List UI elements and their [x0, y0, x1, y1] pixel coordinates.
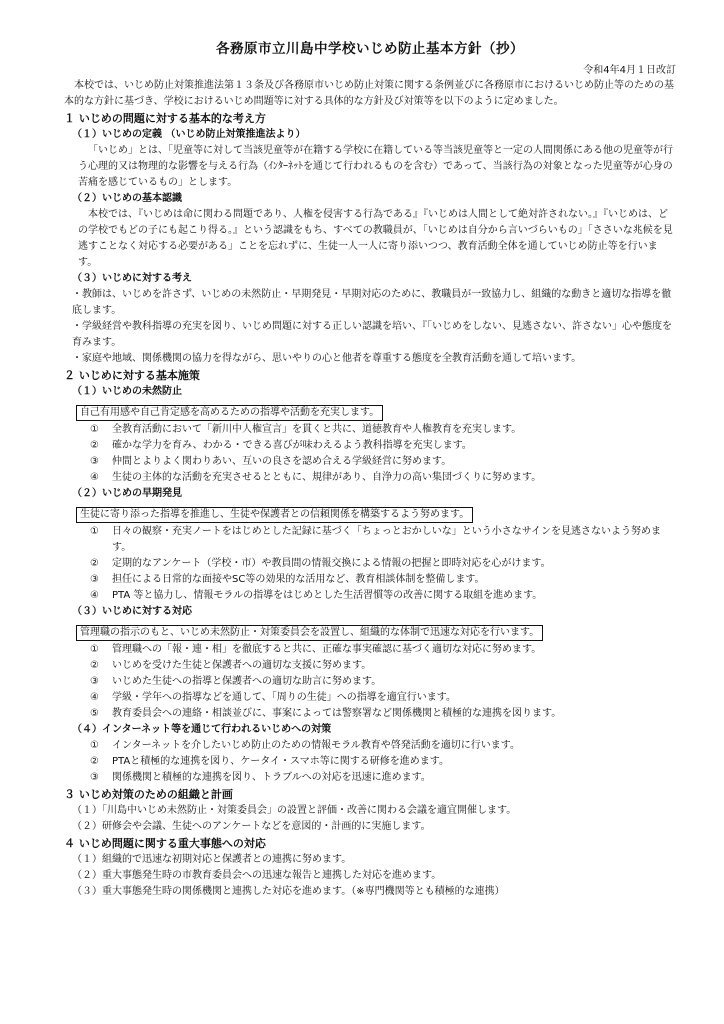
- basic-recognition-paragraph: 本校では、『いじめは命に関わる問題であり、人権を侵害する行為である』『いじめは人間として絶対許されない。』『いじめは、どの学校でもどの子にも起こり得る。』という認識をもち、すべての教職員が、「いじめは自分から言いづらいもの」「ささいな兆候を見逃すことなく対応する必要がある」ことを忘れずに、生徒一人一人に寄り添いつつ、教育活動全体を通していじめ防止等を行います。: [78, 209, 673, 268]
- numbered-item: [90, 556, 676, 572]
- item-text: 生徒の主体的な活動を充実させるとともに、規律があり、自浄力の高い集団づくりに努めます。: [112, 472, 542, 483]
- section-1-2-heading: （２）いじめの基本認識: [72, 193, 182, 204]
- document-title: 各務原市立川島中学校いじめ防止基本方針（抄）: [216, 41, 524, 57]
- boxed-goal-3: 管理職の指示のもと、いじめ未然防止・対策委員会を設置し、組織的な体制で迅速な対応を行います。: [76, 625, 543, 641]
- section-1-1-heading: （１）いじめの定義 （いじめ防止対策推進法より）: [72, 129, 306, 140]
- numbered-item: [90, 454, 676, 470]
- item-text: いじめを受けた生徒と保護者への適切な支援に努めます。: [112, 660, 372, 671]
- section-2-2-heading: （２）いじめの早期発見: [72, 488, 182, 499]
- item-number: ①: [90, 644, 99, 655]
- numbered-item: [90, 754, 676, 770]
- numbered-item: [90, 658, 676, 674]
- item-number: ③: [90, 772, 99, 783]
- item-number: ①: [90, 526, 99, 537]
- item-number: ③: [90, 676, 99, 687]
- item-number: ⑤: [90, 708, 99, 719]
- bullet-item: ・家庭や地域、関係機関の協力を得ながら、思いやりの心と他者を尊重する態度を全教育活動を通して培います。: [72, 353, 582, 364]
- item-text: 学級・学年への指導などを通して、「周りの生徒」への指導を適宜行います。: [112, 692, 456, 703]
- section-4-line: （２）重大事態発生時の市教育委員会への迅速な報告と連携した対応を進めます。: [72, 870, 442, 881]
- item-number: ④: [90, 692, 99, 703]
- numbered-item: [90, 770, 676, 786]
- item-number: ②: [90, 756, 99, 767]
- numbered-item: [90, 588, 676, 604]
- item-text: 教育委員会への連絡・相談並びに、事案によっては警察署など関係機関と積極的な連携を図ります。: [112, 708, 562, 719]
- section-4-heading: ４ いじめ問題に関する重大事態への対応: [64, 837, 266, 850]
- numbered-item: [90, 438, 676, 454]
- item-text: 定期的なアンケート（学校・市）や教員間の情報交換による情報の把握と即時対応を心がけます。: [112, 558, 551, 569]
- item-text: 仲間とよりよく関わりあい、互いの良さを認め合える学級経営に努めます。: [112, 456, 452, 467]
- section-2-3-heading: （３）いじめに対する対応: [72, 606, 192, 617]
- revision-date: 令和4年4月１日改訂: [583, 65, 676, 76]
- definition-paragraph: 「いじめ」とは、「児童等に対して当該児童等が在籍する学校に在籍している等当該児童等と一定の人間関係にある他の児童等が行う心理的又は物理的な影響を与える行為（ｲﾝﾀｰﾈｯﾄを通じて行われるものを含む）であって、当該行為の対象となった児童等が心身の苦痛を感じているもの」とします。: [78, 145, 673, 188]
- item-number: ③: [90, 574, 99, 585]
- item-text: 確かな学力を育み、わかる・できる喜びが味わえるよう教科指導を充実します。: [112, 440, 472, 451]
- document-page: [64, 40, 676, 900]
- numbered-item: [90, 706, 676, 722]
- numbered-item: [90, 572, 676, 588]
- item-text: 担任による日常的な面接やSC等の効果的な活用など、教育相談体制を整備します。: [112, 574, 485, 585]
- item-number: ④: [90, 472, 99, 483]
- boxed-goal-1: 自己有用感や自己肯定感を高めるための指導や活動を充実します。: [76, 405, 383, 421]
- section-3-heading: ３ いじめ対策のための組織と計画: [64, 788, 233, 801]
- section-4-line: （３）重大事態発生時の関係機関と連携した対応を進めます。（※専門機関等とも積極的な連携）: [72, 886, 505, 897]
- numbered-item: [90, 642, 676, 658]
- item-number: ③: [90, 456, 99, 467]
- item-number: ②: [90, 440, 99, 451]
- section-1-3-heading: （３）いじめに対する考え: [72, 273, 192, 284]
- item-number: ①: [90, 740, 99, 751]
- section-4-line: （１）組織的で迅速な初期対応と保護者との連携に努めます。: [72, 854, 352, 865]
- section-2-1-heading: （１）いじめの未然防止: [72, 386, 182, 397]
- numbered-item: [90, 690, 676, 706]
- item-text: PTA 等と協力し、情報モラルの指導をはじめとした生活習慣等の改善に関する取組を進めます。: [112, 590, 543, 601]
- item-text: 関係機関と積極的な連携を図り、トラブルへの対応を迅速に進めます。: [112, 772, 431, 783]
- item-number: ①: [90, 424, 99, 435]
- item-number: ②: [90, 660, 99, 671]
- item-text: 全教育活動において「新川中人権宣言」を貫くと共に、道徳教育や人権教育を充実します。: [112, 424, 522, 435]
- item-text: いじめた生徒への指導と保護者への適切な助言に努めます。: [112, 676, 382, 687]
- item-text: PTAと積極的な連携を図り、ケータイ・スマホ等に関する研修を進めます。: [112, 756, 450, 767]
- numbered-item: [90, 524, 676, 556]
- section-3-line: （１）「川島中いじめ未然防止・対策委員会」の設置と評価・改善に関わる会議を適宜開催します。: [72, 805, 517, 816]
- boxed-goal-2: 生徒に寄り添った指導を推進し、生徒や保護者との信頼関係を構築するよう努めます。: [76, 507, 473, 523]
- bullet-item: ・教師は、いじめを許さず、いじめの未然防止・早期発見・早期対応のために、教職員が一致協力し、組織的な動きと適切な指導を徹底します。: [72, 289, 672, 316]
- item-text: 管理職への「報・連・相」を徹底すると共に、正確な事実確認に基づく適切な対応に努めます。: [112, 644, 542, 655]
- section-3-line: （２）研修会や会議、生徒へのアンケートなどを意図的・計画的に実施します。: [72, 821, 431, 832]
- item-number: ②: [90, 558, 99, 569]
- numbered-item: [90, 422, 676, 438]
- item-number: ④: [90, 590, 99, 601]
- section-1-heading: １ いじめの問題に対する基本的な考え方: [64, 112, 266, 125]
- item-text: インターネットを介したいじめ防止のための情報モラル教育や啓発活動を適切に行います。: [112, 740, 520, 751]
- numbered-item: [90, 470, 676, 486]
- section-2-heading: ２ いじめに対する基本施策: [64, 369, 200, 382]
- section-2-4-heading: （４）インターネット等を通じて行われるいじめへの対策: [72, 724, 332, 735]
- item-text: 日々の観察・充実ノートをはじめとした記録に基づく「ちょっとおかしいな」という小さなサインを見逃さないよう努めます。: [112, 526, 661, 553]
- bullet-item: ・学級経営や教科指導の充実を図り、いじめ問題に対する正しい認識を培い、『「いじめをしない、見逃さない、許さない」心や態度を育みます。: [72, 321, 672, 348]
- intro-paragraph: 本校では、いじめ防止対策推進法第１３条及び各務原市いじめ防止対策に関する条例並びに各務原市におけるいじめ防止等のための基本的な方針に基づき、学校におけるいじめ問題等に対する具体的な方針及び対策等を以下のように定めました。: [64, 80, 674, 107]
- numbered-item: [90, 674, 676, 690]
- numbered-item: [90, 738, 676, 754]
